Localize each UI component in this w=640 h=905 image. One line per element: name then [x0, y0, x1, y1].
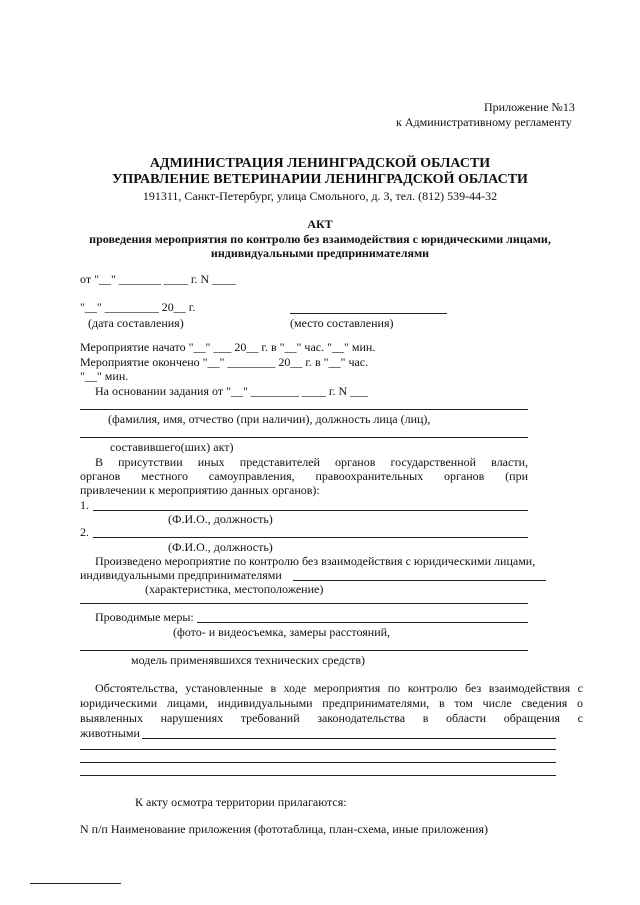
- doc-subtitle-1: проведения мероприятия по контролю без взаимодействия с юридическими лицами,: [89, 232, 551, 246]
- attachments-heading: К акту осмотра территории прилагаются:: [135, 795, 347, 809]
- place-caption: (место составления): [290, 316, 394, 330]
- basis-line: На основании задания от "__" ________ ____ г. N ___: [95, 384, 369, 398]
- conducted-line-1: Произведено мероприятие по контролю без взаимодействия с юридическими лицами,: [95, 554, 536, 568]
- representative-1-line: [93, 510, 528, 511]
- presence-line-2: органов местного самоуправления, правоохранительных органов (при: [80, 469, 528, 483]
- circumstances-line-1: Обстоятельства, установленные в ходе мероприятия по контролю без взаимодействия с: [95, 681, 583, 695]
- presence-line-3: привлечении к мероприятию данных органов):: [80, 483, 320, 497]
- circumstances-line-2: юридическими лицами, индивидуальными предпринимателями, в том числе сведения о: [80, 696, 583, 710]
- org-line-2: УПРАВЛЕНИЕ ВЕТЕРИНАРИИ ЛЕНИНГРАДСКОЙ ОБЛАСТИ: [112, 172, 528, 187]
- ended-line: Мероприятие окончено "__" ________ 20__ г. в "__" час.: [80, 355, 369, 369]
- place-line: [290, 313, 447, 314]
- compiler-caption-1: (фамилия, имя, отчество (при наличии), должность лица (лиц),: [108, 412, 431, 426]
- doc-subtitle-2: индивидуальными предпринимателями: [210, 246, 430, 260]
- footnote-separator: [30, 883, 121, 884]
- from-line: от "__" _______ ____ г. N ____: [80, 272, 237, 286]
- compiler-line-2: [80, 437, 528, 438]
- doc-title: АКТ: [307, 217, 333, 231]
- representative-2-line: [93, 537, 528, 538]
- presence-line-1: В присутствии иных представителей органов государственной власти,: [95, 455, 528, 469]
- circumstances-blank-line-2: [80, 762, 556, 763]
- started-line: Мероприятие начато "__" ___ 20__ г. в "__" час. "__" мин.: [80, 340, 376, 354]
- circumstances-line-3: выявленных нарушениях требований законодательства в области обращения с: [80, 711, 583, 725]
- representative-1-caption: (Ф.И.О., должность): [168, 512, 273, 526]
- org-address: 191311, Санкт-Петербург, улица Смольного, д. 3, тел. (812) 539-44-32: [142, 189, 498, 203]
- circumstances-blank-line-1: [80, 749, 556, 750]
- date-line: "__" _________ 20__ г.: [80, 300, 196, 314]
- ended-min-line: "__" мин.: [80, 369, 129, 383]
- appendix-reference: к Административному регламенту: [396, 115, 572, 129]
- compiler-caption-2: составившего(ших) акт): [110, 440, 234, 454]
- circumstances-fill-line: [142, 738, 556, 739]
- characteristic-line: [80, 603, 528, 604]
- measures-caption-1: (фото- и видеосъемка, замеры расстояний,: [173, 625, 391, 639]
- measures-label: Проводимые меры:: [95, 610, 194, 624]
- org-line-1: АДМИНИСТРАЦИЯ ЛЕНИНГРАДСКОЙ ОБЛАСТИ: [149, 156, 491, 171]
- date-caption: (дата составления): [88, 316, 184, 330]
- characteristic-caption: (характеристика, местоположение): [145, 582, 324, 596]
- representative-2-number: 2.: [80, 525, 89, 539]
- conducted-line-2: индивидуальными предпринимателями: [80, 568, 282, 582]
- representative-1-number: 1.: [80, 498, 89, 512]
- compiler-line-1: [80, 409, 528, 410]
- circumstances-line-4: животными: [80, 726, 140, 740]
- measures-caption-2: модель применявшихся технических средств): [131, 653, 365, 667]
- appendix-number: Приложение №13: [484, 100, 575, 114]
- measures-line: [197, 622, 528, 623]
- conducted-fill-line: [293, 580, 546, 581]
- attachments-table-header: N п/п Наименование приложения (фототаблица, план-схема, иные приложения): [80, 822, 488, 836]
- representative-2-caption: (Ф.И.О., должность): [168, 540, 273, 554]
- circumstances-blank-line-3: [80, 775, 556, 776]
- measures-line-2: [80, 650, 528, 651]
